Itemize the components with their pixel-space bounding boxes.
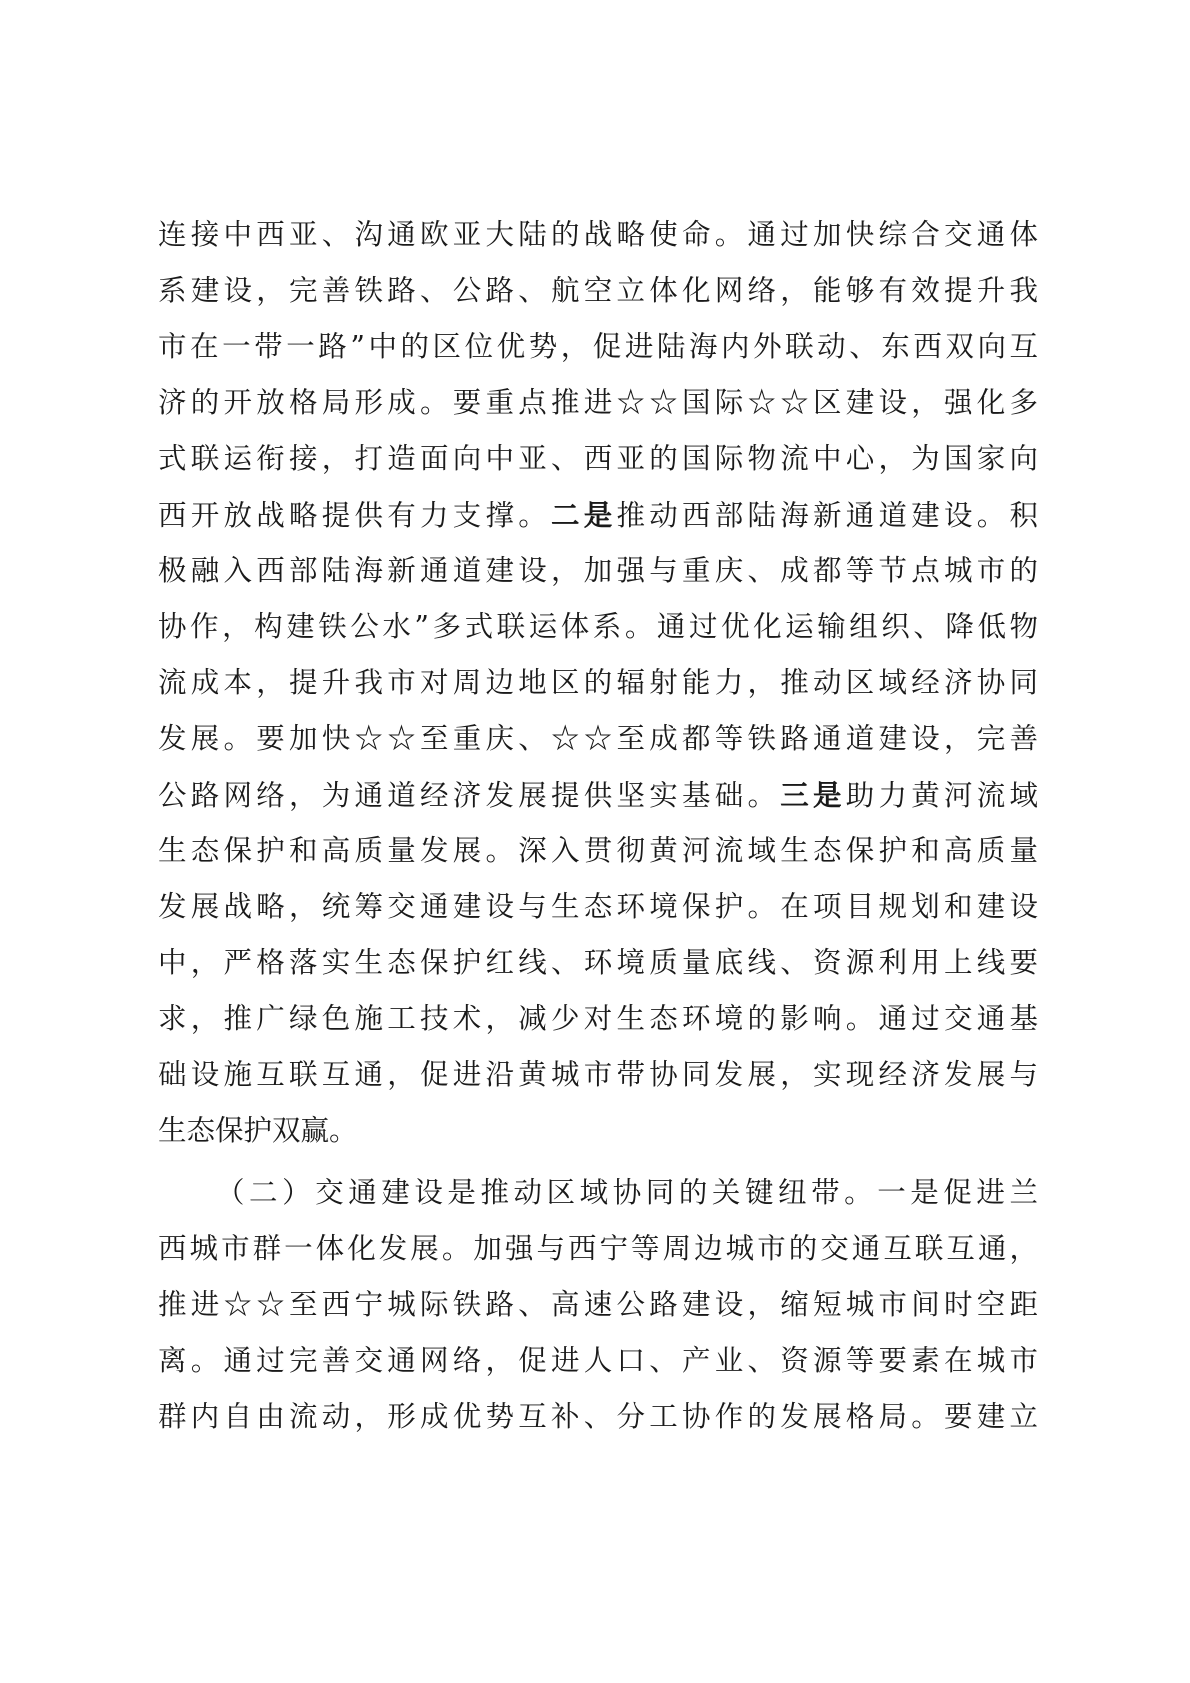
text-line: 础设施互联互通，促进沿黄城市带协同发展，实现经济发展与	[158, 1058, 1038, 1091]
text-line: 系建设，完善铁路、公路、航空立体化网络，能够有效提升我	[158, 274, 1038, 307]
text-line: 生态保护和高质量发展。深入贯彻黄河流域生态保护和高质量	[158, 834, 1038, 867]
text-line: 发展战略，统筹交通建设与生态环境保护。在项目规划和建设	[158, 890, 1038, 923]
text-run: 西开放战略提供有力支撑。	[158, 499, 551, 532]
text-run: 助力黄河流域	[845, 779, 1038, 812]
text-run: 推动西部陆海新通道建设。积	[616, 499, 1038, 532]
text-line: 中，严格落实生态保护红线、环境质量底线、资源利用上线要	[158, 946, 1038, 979]
text-line: 西城市群一体化发展。加强与西宁等周边城市的交通互联互通，	[158, 1232, 1038, 1265]
text-run: 公路网络，为通道经济发展提供坚实基础。	[158, 779, 781, 812]
document-body	[158, 207, 1038, 1445]
bold-marker: 三是	[780, 778, 846, 812]
text-line: 连接中西亚、沟通欧亚大陆的战略使命。通过加快综合交通体	[158, 218, 1038, 251]
text-line: 式联运衔接，打造面向中亚、西亚的国际物流中心，为国家向	[158, 442, 1038, 475]
paragraph-1	[158, 207, 1038, 1159]
text-line: 流成本，提升我市对周边地区的辐射能力，推动区域经济协同	[158, 666, 1038, 699]
text-line: 市在一带一路”中的区位优势，促进陆海内外联动、东西双向互	[158, 330, 1038, 363]
text-line: 极融入西部陆海新通道建设，加强与重庆、成都等节点城市的	[158, 554, 1038, 587]
text-line: 求，推广绿色施工技术，减少对生态环境的影响。通过交通基	[158, 1002, 1038, 1035]
text-line: 离。通过完善交通网络，促进人口、产业、资源等要素在城市	[158, 1344, 1038, 1377]
text-line: 发展。要加快☆☆至重庆、☆☆至成都等铁路通道建设，完善	[158, 722, 1038, 755]
text-line: 推进☆☆至西宁城际铁路、高速公路建设，缩短城市间时空距	[158, 1288, 1038, 1321]
paragraph-2	[158, 1165, 1038, 1445]
text-line: 群内自由流动，形成优势互补、分工协作的发展格局。要建立	[158, 1400, 1038, 1433]
text-line-indented: （二）交通建设是推动区域协同的关键纽带。一是促进兰	[216, 1176, 1038, 1209]
text-line-last: 生态保护双赢。	[158, 1114, 358, 1147]
bold-marker: 二是	[550, 498, 617, 532]
text-line: 协作，构建铁公水”多式联运体系。通过优化运输组织、降低物	[158, 610, 1038, 643]
text-line-with-bold	[158, 767, 1038, 823]
text-line-with-bold	[158, 487, 1038, 543]
text-line: 济的开放格局形成。要重点推进☆☆国际☆☆区建设，强化多	[158, 386, 1038, 419]
